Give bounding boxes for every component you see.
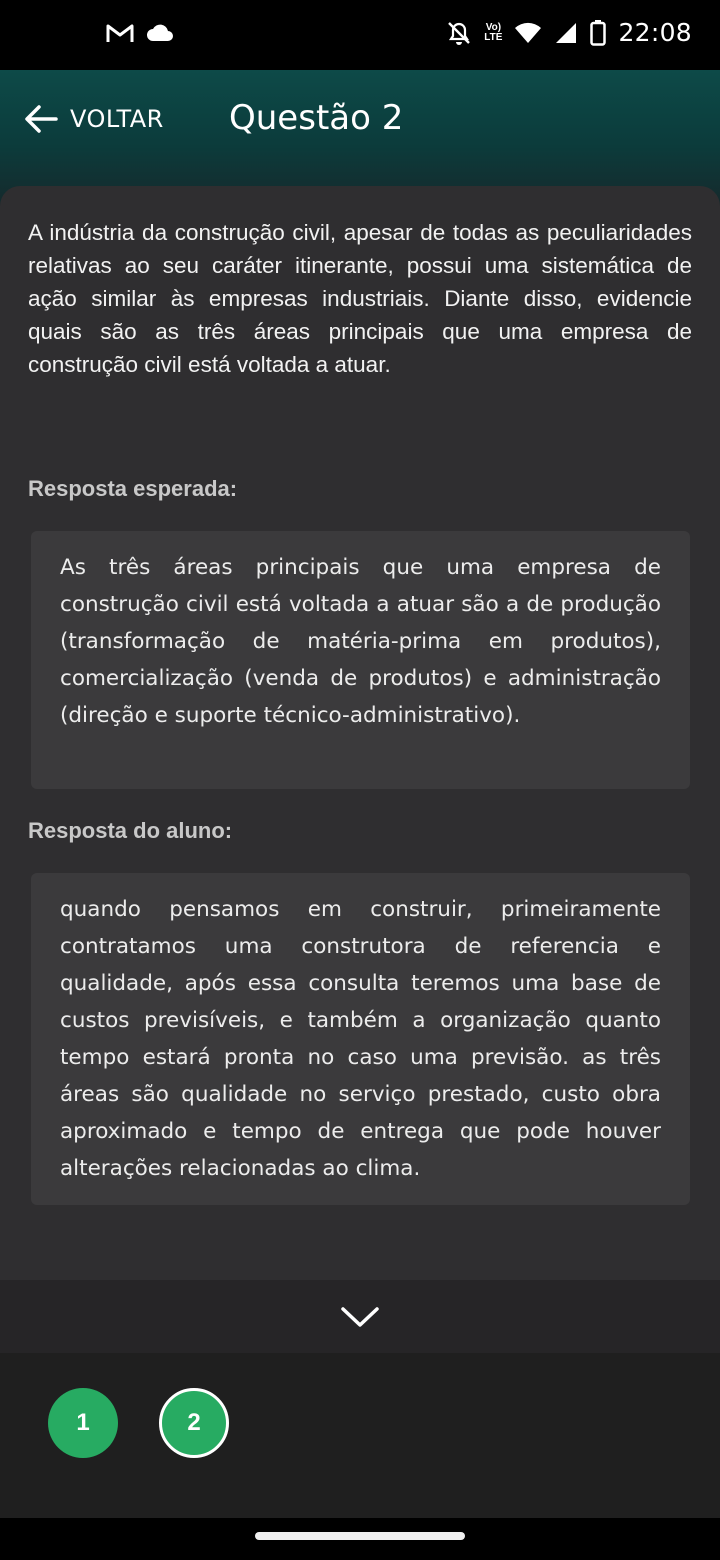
gesture-bar	[0, 1518, 720, 1560]
question-navigation	[0, 1353, 720, 1518]
back-button[interactable]	[24, 104, 164, 134]
notification-icons	[106, 22, 174, 44]
chevron-down-icon	[340, 1305, 380, 1329]
question-card	[0, 186, 720, 1286]
question-1-button[interactable]: 1	[48, 1388, 118, 1458]
cloud-icon	[146, 23, 174, 43]
student-answer-label: Resposta do aluno:	[28, 818, 233, 843]
back-label: VOLTAR	[70, 105, 164, 133]
collapse-toggle[interactable]	[0, 1280, 720, 1353]
student-answer-box	[31, 873, 690, 1205]
wifi-icon	[514, 21, 542, 45]
question-text: A indústria da construção civil, apesar de todas as peculiaridades relativas ao seu caráter itinerante, possui uma sistemática de ação similar às empresas industriais. Diante disso, evidencie quais são as três áreas principais que uma empresa de construção civil está voltada a atuar.	[28, 220, 692, 377]
question-2-button[interactable]: 2	[159, 1388, 229, 1458]
page-title: Questão 2	[229, 98, 404, 138]
status-bar	[0, 0, 720, 70]
battery-icon	[590, 20, 606, 46]
signal-icon	[554, 21, 578, 45]
arrow-left-icon	[24, 104, 58, 134]
system-icons	[446, 18, 692, 47]
home-handle[interactable]	[255, 1532, 465, 1540]
clock: 22:08	[618, 18, 692, 47]
student-answer-text: quando pensamos em construir, primeiramente contratamos uma construtora de referencia e qualidade, após essa consulta teremos uma base de custos previsíveis, e também a organização quanto tempo estará pronta no caso uma previsão. as três áreas são qualidade no serviço prestado, custo obra aproximado e tempo de entrega que pode houver alterações relacionadas ao clima.	[60, 897, 661, 1181]
expected-answer-box	[31, 531, 690, 789]
expected-answer-text: As três áreas principais que uma empresa de construção civil está voltada a atuar são a de produção (transformação de matéria-prima em produtos), comercialização (venda de produtos) e administração (direção e suporte técnico-administrativo).	[60, 555, 661, 728]
bell-off-icon	[446, 20, 472, 46]
expected-answer-label: Resposta esperada:	[28, 476, 238, 501]
network-type: Vo) LTE	[484, 21, 503, 43]
gmail-icon	[106, 22, 134, 44]
